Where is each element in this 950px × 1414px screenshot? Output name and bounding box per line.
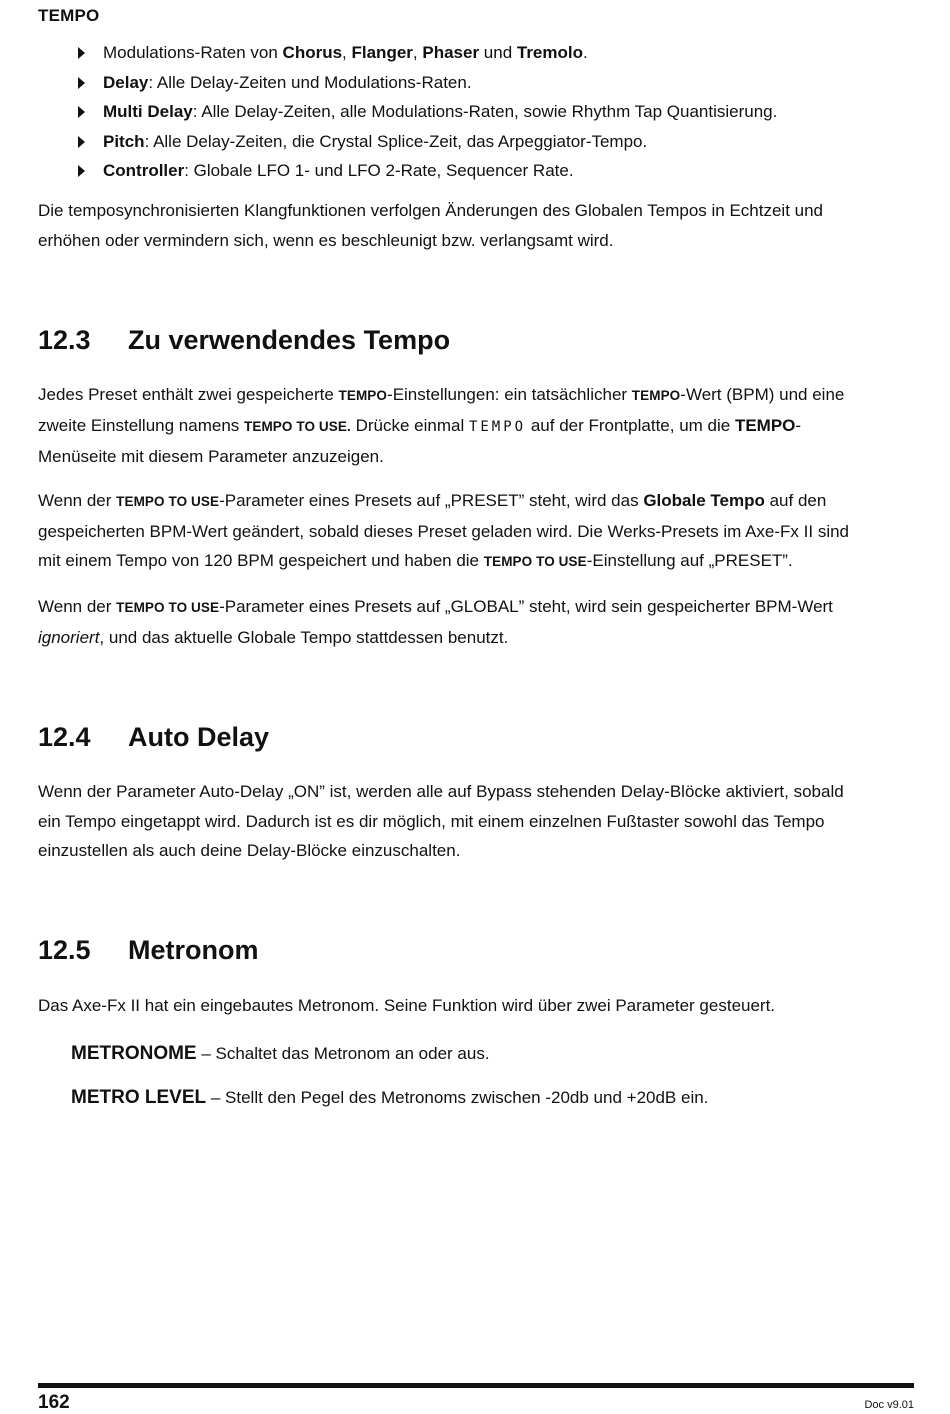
text-run: Drücke einmal — [350, 415, 469, 435]
section-heading-12-3 — [38, 323, 450, 357]
text-run: Wenn der — [38, 491, 117, 510]
text-run: -Einstellung auf „PRESET”. — [586, 551, 793, 570]
bullet-text: Modulations-Raten von — [103, 43, 283, 62]
param-name: METRONOME — [71, 1043, 197, 1064]
section-12-3-paragraph-2 — [38, 486, 914, 577]
paragraph-line: ein Tempo eingetappt wird. Dadurch ist es dir möglich, mit einem einzelnen Fußtaster sowohl das Tempo — [38, 811, 825, 831]
section-heading-12-5 — [38, 933, 259, 967]
bullet-label: Multi Delay — [103, 102, 193, 121]
top-heading: TEMPO — [38, 6, 100, 25]
section-title: Auto Delay — [128, 722, 270, 752]
paragraph-line: erhöhen oder vermindern sich, wenn es beschleunigt bzw. verlangsamt wird. — [38, 230, 614, 250]
text-run: auf der Frontplatte, um die — [526, 415, 735, 435]
bold-run: TEMPO — [734, 415, 796, 435]
bullet-arrow-icon — [78, 77, 85, 89]
paragraph-line: Menüseite mit diesem Parameter anzuzeigen. — [38, 447, 384, 466]
param-name: METRO LEVEL — [71, 1087, 207, 1108]
list-item — [78, 68, 777, 98]
page-number: 162 — [38, 1392, 70, 1413]
param-name: TEMPO TO USE. — [244, 418, 351, 434]
bullet-text: und — [479, 43, 517, 62]
paragraph-line — [38, 592, 914, 623]
param-description: – Schaltet das Metronom an oder aus. — [196, 1044, 490, 1063]
paragraph-line: gespeicherten BPM-Wert geändert, sobald dieses Preset geladen wird. Die Werks-Presets im Axe-Fx II sind — [38, 521, 850, 541]
paragraph-line — [38, 623, 914, 653]
bullet-text: , — [342, 43, 352, 62]
text-run: , und das aktuelle Globale Tempo stattdessen benutzt. — [99, 627, 509, 647]
text-run: Wenn der — [38, 597, 117, 616]
bold-run: Globale Tempo — [643, 491, 765, 510]
list-item — [78, 127, 777, 157]
text-run: Jedes Preset enthält zwei gespeicherte — [38, 385, 339, 404]
bullet-label: Delay — [103, 72, 149, 92]
paragraph-line: einzustellen als auch deine Delay-Blöcke einzuschalten. — [38, 841, 461, 860]
doc-version: Doc v9.01 — [864, 1399, 914, 1411]
param-name: TEMPO TO USE — [116, 494, 220, 509]
bullet-text: : Globale LFO 1- und LFO 2-Rate, Sequencer Rate. — [184, 161, 574, 180]
paragraph-line — [38, 486, 914, 517]
text-run: auf den — [764, 491, 827, 510]
text-run: -Parameter eines Presets auf „PRESET” steht, wird das — [219, 491, 644, 510]
section-heading-12-4 — [38, 720, 269, 754]
section-12-3-paragraph-1 — [38, 380, 914, 472]
tempo-bullet-list — [78, 38, 777, 186]
bullet-bold: Phaser — [422, 43, 480, 62]
bullet-text: : Alle Delay-Zeiten und Modulations-Raten. — [148, 72, 472, 92]
list-item — [78, 97, 777, 127]
bullet-bold: Chorus — [282, 43, 343, 62]
section-number: 12.4 — [38, 722, 91, 752]
bullet-label: Pitch — [103, 131, 145, 151]
section-12-4-paragraph — [38, 777, 914, 866]
text-run: zweite Einstellung namens — [38, 415, 245, 435]
param-name: TEMPO TO USE — [483, 554, 587, 569]
section-number: 12.5 — [38, 935, 91, 965]
section-title: Zu verwendendes Tempo — [128, 325, 451, 355]
param-name: TEMPO — [338, 388, 388, 403]
text-run: -Einstellungen: ein tatsächlicher — [387, 385, 632, 404]
section-12-5-intro — [38, 991, 914, 1021]
document-page — [38, 0, 914, 1411]
text-run: mit einem Tempo von 120 BPM gespeichert und haben die — [38, 551, 484, 570]
param-description: – Stellt den Pegel des Metronoms zwischen -20db und +20dB ein. — [206, 1088, 709, 1107]
italic-run: ignoriert — [38, 627, 100, 647]
bullet-label: Controller — [103, 161, 185, 180]
bullet-text: . — [583, 43, 588, 62]
bullet-bold: Flanger — [351, 43, 413, 62]
paragraph-line: Das Axe-Fx II hat ein eingebautes Metronom. Seine Funktion wird über zwei Parameter gesteuert. — [38, 996, 776, 1015]
paragraph-line: Wenn der Parameter Auto-Delay „ON” ist, werden alle auf Bypass stehenden Delay-Blöcke aktiviert, sobald — [38, 782, 844, 801]
text-run: - — [795, 415, 802, 435]
section-number: 12.3 — [38, 325, 91, 355]
paragraph-line — [38, 411, 914, 443]
paragraph-line — [38, 380, 914, 411]
bullet-arrow-icon — [78, 165, 85, 177]
bullet-text: , — [412, 43, 423, 62]
section-12-3-paragraph-3 — [38, 592, 914, 652]
bullet-arrow-icon — [78, 47, 85, 59]
bullet-text: : Alle Delay-Zeiten, alle Modulations-Raten, sowie Rhythm Tap Quantisierung. — [192, 102, 778, 121]
metronome-param — [71, 1039, 490, 1069]
tempo-button-label: TEMPO — [468, 418, 527, 435]
text-run: -Parameter eines Presets auf „GLOBAL” steht, wird sein gespeicherter BPM-Wert — [219, 597, 833, 616]
section-title: Metronom — [128, 935, 259, 965]
param-name: TEMPO — [631, 388, 681, 403]
param-name: TEMPO TO USE — [116, 600, 220, 615]
list-item — [78, 38, 777, 68]
bullet-bold: Tremolo — [516, 43, 583, 62]
bullet-arrow-icon — [78, 106, 85, 118]
paragraph-line — [38, 546, 914, 577]
list-item — [78, 156, 777, 186]
bullet-arrow-icon — [78, 136, 85, 148]
intro-paragraph — [38, 196, 914, 255]
bullet-text: : Alle Delay-Zeiten, die Crystal Splice-Zeit, das Arpeggiator-Tempo. — [144, 131, 648, 151]
text-run: -Wert (BPM) und eine — [680, 385, 845, 404]
footer-divider — [38, 1383, 914, 1388]
paragraph-line: Die temposynchronisierten Klangfunktionen verfolgen Änderungen des Globalen Tempos in Echtzeit und — [38, 201, 824, 220]
metro-level-param — [71, 1083, 708, 1113]
